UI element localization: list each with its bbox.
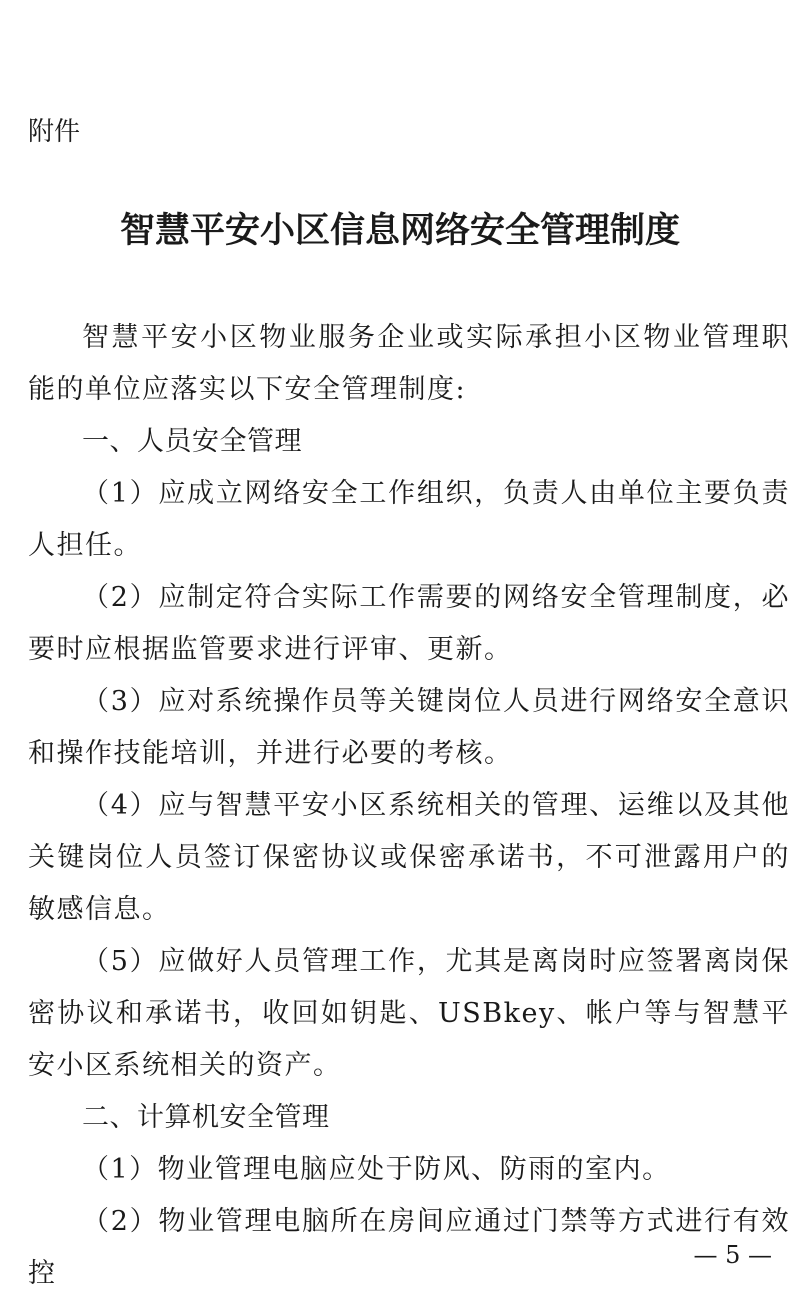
computer-item-1: （1）物业管理电脑应处于防风、防雨的室内。: [82, 1154, 671, 1185]
document-body: [28, 312, 790, 1300]
personnel-item-1: （1）应成立网络安全工作组织，负责人由单位主要负责人担任。: [28, 478, 790, 561]
computer-item-2: （2）物业管理电脑所在房间应通过门禁等方式进行有效控: [28, 1206, 790, 1289]
page-number: — 5 —: [693, 1241, 772, 1269]
document-title: 智慧平安小区信息网络安全管理制度: [119, 210, 680, 251]
personnel-item-2: （2）应制定符合实际工作需要的网络安全管理制度，必要时应根据监管要求进行评审、更新。: [28, 582, 790, 665]
intro-paragraph: 智慧平安小区物业服务企业或实际承担小区物业管理职能的单位应落实以下安全管理制度:: [28, 322, 790, 405]
section-heading-computer: 二、计算机安全管理: [82, 1102, 330, 1133]
personnel-item-5: （5）应做好人员管理工作，尤其是离岗时应签署离岗保密协议和承诺书，收回如钥匙、USBkey、帐户等与智慧平安小区系统相关的资产。: [28, 946, 790, 1081]
personnel-item-4: （4）应与智慧平安小区系统相关的管理、运维以及其他关键岗位人员签订保密协议或保密承诺书，不可泄露用户的敏感信息。: [28, 790, 790, 925]
personnel-item-3: （3）应对系统操作员等关键岗位人员进行网络安全意识和操作技能培训，并进行必要的考核。: [28, 686, 790, 769]
attachment-label: 附件: [28, 117, 81, 147]
section-heading-personnel: 一、人员安全管理: [82, 426, 302, 457]
